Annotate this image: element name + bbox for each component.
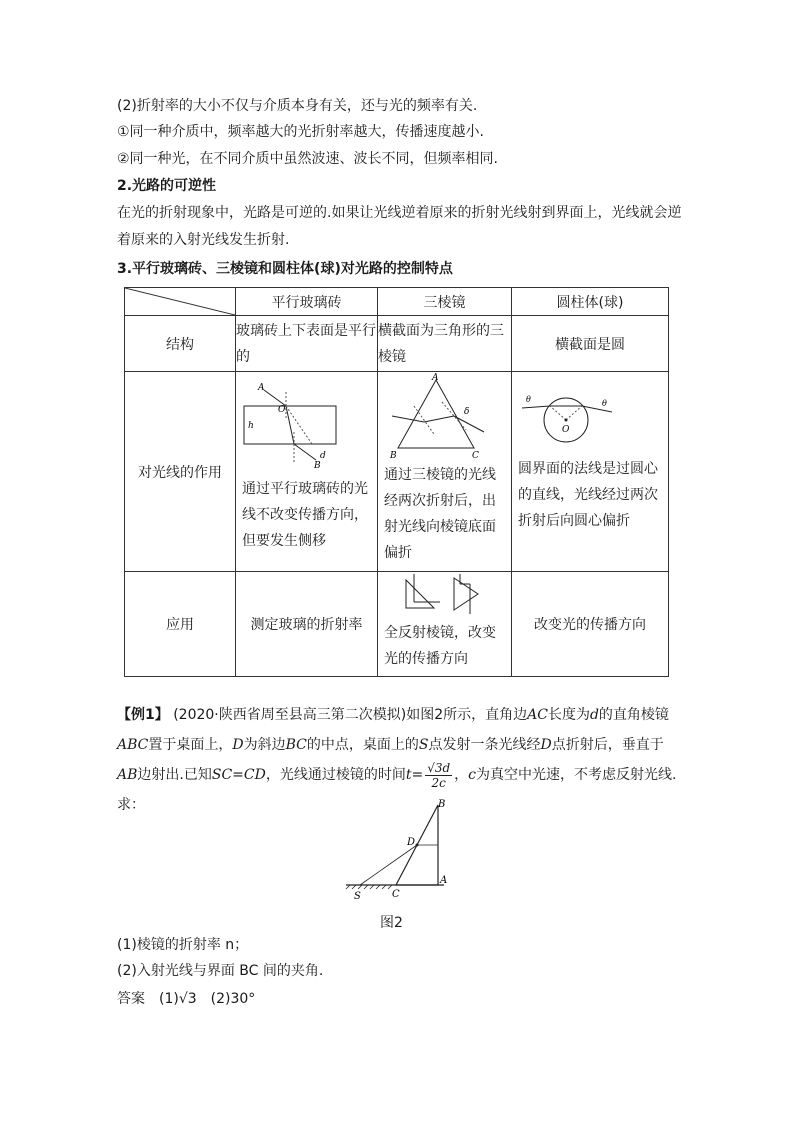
math-var: c — [468, 767, 477, 783]
svg-text:C: C — [472, 451, 479, 458]
table-cell: 改变光的传播方向 — [512, 572, 669, 677]
svg-text:θ: θ — [526, 395, 531, 404]
math-var: d — [589, 707, 599, 723]
svg-text:B: B — [438, 799, 446, 810]
svg-text:h: h — [248, 421, 254, 431]
text-span: 为斜边 — [243, 737, 286, 753]
text-span: (2020·陕西省周至县高三第二次模拟)如图2所示，直角边 — [173, 707, 528, 723]
table-cell-text: 圆界面的法线是过圆心的直线，光线经过两次折射后向圆心偏折 — [518, 461, 658, 529]
fraction-numerator: √3d — [427, 760, 451, 775]
table-cell: 横截面为三角形的三棱镜 — [378, 316, 512, 372]
text-span: 边射出.已知 — [137, 767, 212, 783]
math-var: D — [540, 737, 552, 753]
section-heading: 2.光路的可逆性 — [117, 178, 217, 194]
math-var: AB — [117, 767, 138, 783]
text-span: 为真空中光速，不考虑反射光线.求： — [117, 767, 677, 813]
example-tag: 【例1】 — [117, 707, 169, 723]
table-cell — [378, 372, 512, 572]
right-prism-figure — [340, 795, 460, 905]
svg-text:A: A — [432, 373, 439, 383]
header-cell: 圆柱体(球) — [512, 288, 669, 316]
row-label: 对光线的作用 — [125, 372, 236, 572]
row-label: 应用 — [125, 572, 236, 677]
text-line: 着原来的入射光线发生折射. — [117, 232, 290, 248]
glass-slab-diagram — [236, 372, 377, 472]
text-span: ， — [454, 767, 469, 783]
math-var: ABC — [117, 737, 149, 753]
svg-text:δ: δ — [464, 407, 470, 417]
svg-text:A: A — [258, 383, 265, 393]
header-cell: 平行玻璃砖 — [236, 288, 378, 316]
text-span: 长度为 — [547, 707, 590, 723]
text-line: (2)折射率的大小不仅与介质本身有关，还与光的频率有关. — [117, 98, 478, 114]
svg-text:O: O — [562, 425, 570, 435]
reflection-prism-diagram — [378, 572, 511, 616]
svg-text:A: A — [440, 875, 448, 886]
circle-diagram — [512, 372, 668, 452]
svg-text:B: B — [314, 461, 321, 471]
table-cell — [236, 372, 378, 572]
text-span: ，光线通过棱镜的时间 — [265, 767, 406, 783]
question-2: (2)入射光线与界面 BC 间的夹角. — [117, 963, 324, 979]
section-heading: 3.平行玻璃砖、三棱镜和圆柱体(球)对光路的控制特点 — [117, 261, 453, 277]
fraction — [425, 761, 452, 790]
math-var: BC — [285, 737, 307, 753]
figure-caption: 图2 — [380, 915, 403, 931]
table-cell-text: 通过平行玻璃砖的光线不改变传播方向，但要发生侧移 — [242, 481, 368, 549]
math-var: D — [232, 737, 244, 753]
text-line: ①同一种介质中，频率越大的光折射率越大，传播速度越小. — [117, 124, 484, 140]
math-var: AC — [527, 707, 548, 723]
svg-text:B: B — [390, 451, 397, 458]
svg-text:S: S — [354, 891, 361, 902]
table-cell — [512, 372, 669, 572]
text-span: 置于桌面上， — [148, 737, 233, 753]
corner-cell — [125, 288, 236, 316]
svg-text:d: d — [320, 451, 326, 461]
answer-line: 答案 (1)√3 (2)30° — [117, 991, 256, 1007]
question-1: (1)棱镜的折射率 n； — [117, 937, 249, 953]
svg-text:D: D — [407, 837, 416, 848]
table-cell: 测定玻璃的折射率 — [236, 572, 378, 677]
comparison-table — [124, 287, 669, 677]
header-cell: 三棱镜 — [378, 288, 512, 316]
text-span: 点发射一条光线经 — [428, 737, 541, 753]
table-cell-text: 全反射棱镜，改变光的传播方向 — [384, 625, 496, 667]
table-cell: 横截面是圆 — [512, 316, 669, 372]
text-line: 在光的折射现象中，光路是可逆的.如果让光线逆着原来的折射光线射到界面上，光线就会逆 — [117, 205, 682, 221]
table-cell — [378, 572, 512, 677]
svg-text:O: O — [278, 405, 286, 415]
row-label: 结构 — [125, 316, 236, 372]
svg-text:C: C — [392, 889, 400, 900]
text-span: 点折射后，垂直于 — [551, 737, 664, 753]
text-span: 的直角棱镜 — [598, 707, 669, 723]
table-cell-text: 通过三棱镜的光线经两次折射后，出射光线向棱镜底面偏折 — [384, 467, 496, 561]
text-span: 的中点，桌面上的 — [306, 737, 419, 753]
fraction-denominator: 2c — [431, 775, 446, 790]
diagonal-line — [125, 288, 235, 315]
text-line: ②同一种光，在不同介质中虽然波速、波长不同，但频率相同. — [117, 151, 498, 167]
math-expr: SC=CD — [211, 767, 266, 783]
math-var: t= — [405, 767, 424, 783]
table-cell: 玻璃砖上下表面是平行的 — [236, 316, 378, 372]
math-var: S — [418, 737, 429, 753]
prism-diagram — [378, 372, 511, 458]
svg-text:θ: θ — [602, 399, 607, 408]
